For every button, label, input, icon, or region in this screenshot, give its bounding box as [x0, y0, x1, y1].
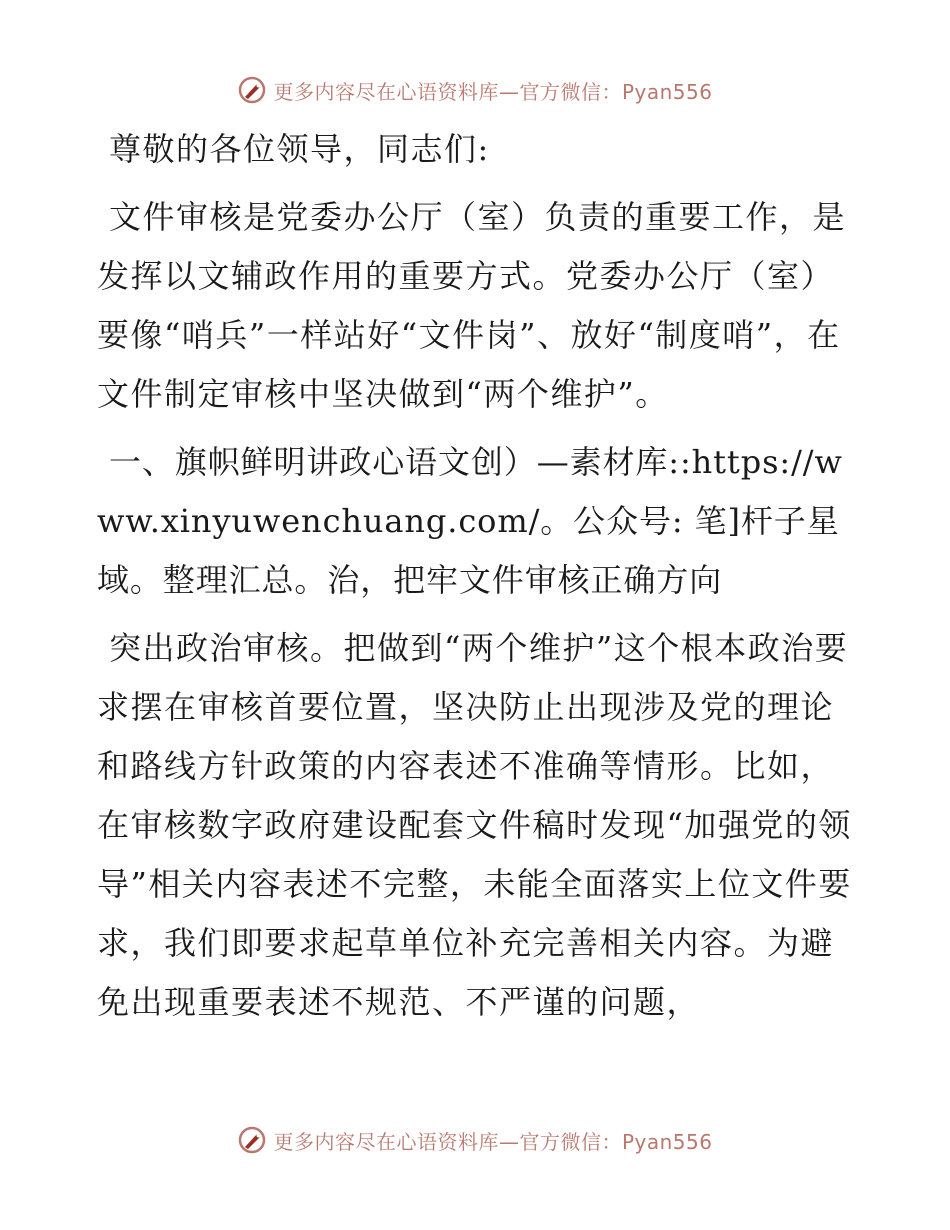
salutation: 尊敬的各位领导，同志们:: [109, 130, 490, 168]
watermark-text: 更多内容尽在心语资料库—官方微信：Pyan556: [273, 1129, 713, 1154]
watermark-text: 更多内容尽在心语资料库—官方微信：Pyan556: [273, 79, 713, 104]
pen-nib-logo-icon: [237, 1125, 267, 1155]
pen-nib-logo-icon: [237, 75, 267, 105]
paragraph: 文件审核是党委办公厅（室）负责的重要工作，是发挥以文辅政作用的重要方式。党委办公厅（室）要像“哨兵”一样站好“文件岗”、放好“制度哨”，在文件制定审核中坚决做到“两个维护”。: [97, 198, 847, 413]
paragraph: 突出政治审核。把做到“两个维护”这个根本政治要求摆在审核首要位置，坚决防止出现涉及党的理论和路线方针政策的内容表述不准确等情形。比如，在审核数字政府建设配套文件稿时发现“加强党的领导”相关内容表述不完整，未能全面落实上位文件要求，我们即要求起草单位补充完善相关内容。为避免出现重要表述不规范、不严谨的问题，: [97, 629, 852, 1021]
document-body: [97, 120, 857, 1041]
header-watermark: [0, 70, 950, 110]
footer-watermark: [0, 1120, 950, 1160]
section-heading: 一、旗帜鲜明讲政心语文创）—素材库::https://www.xinyuwenchuang.com/。公众号: 笔]杆子星域。整理汇总。治，把牢文件审核正确方向: [97, 443, 843, 599]
